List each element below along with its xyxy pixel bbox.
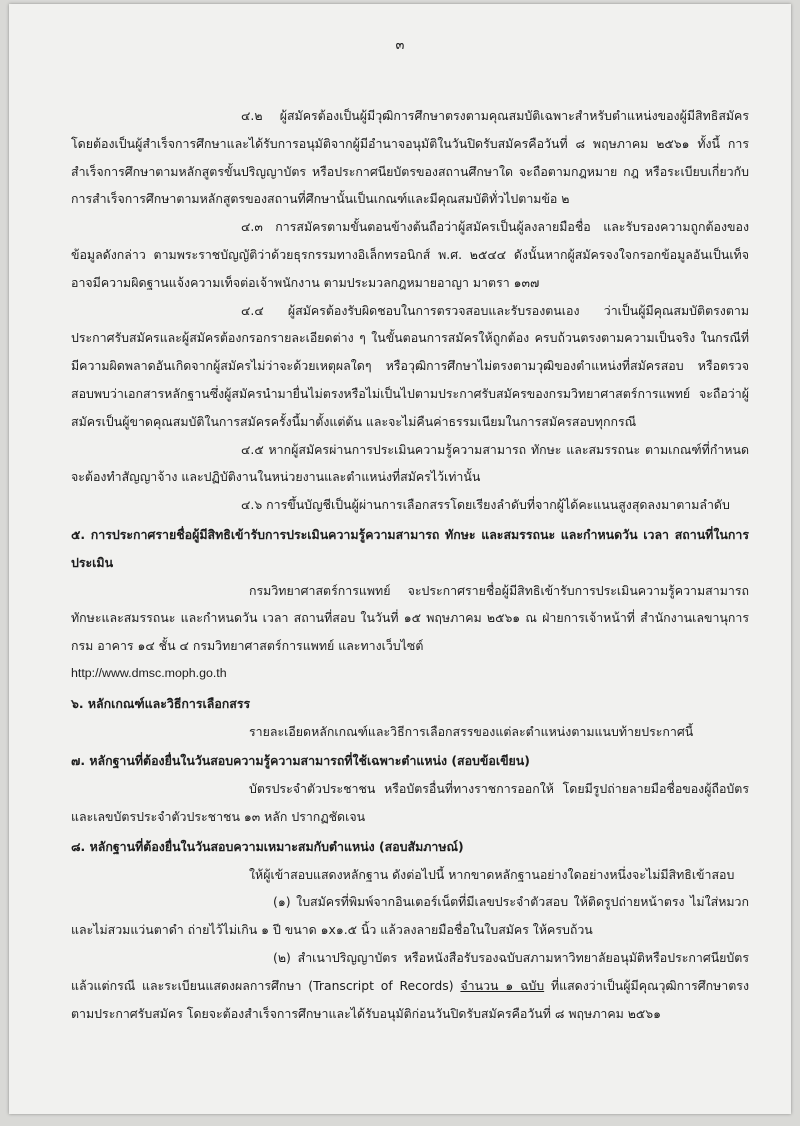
website-url: http://www.dmsc.moph.go.th bbox=[71, 665, 227, 680]
section-8-item-2 bbox=[71, 944, 749, 1027]
section-8-item-2-part-b: ที่แสดงว่าเป็นผู้มีคุณวุฒิการศึกษาตรงตามประกาศรับสมัคร โดยจะต้องสำเร็จการศึกษาและได้รับอนุมัติก่อนวันปิดรับสมัครคือวันที่ ๘ พฤษภาคม ๒๕๖๑ bbox=[71, 977, 749, 1021]
section-5-heading: ๕. การประกาศรายชื่อผู้มีสิทธิเข้ารับการประเมินความรู้ความสามารถ ทักษะ และสมรรถนะ และกำหนดวัน เวลา สถานที่ในการประเมิน bbox=[71, 526, 749, 570]
copies-count: จำนวน ๑ ฉบับ bbox=[460, 977, 545, 993]
section-6-heading: ๖. หลักเกณฑ์และวิธีการเลือกสรร bbox=[71, 695, 251, 711]
section-7-heading: ๗. หลักฐานที่ต้องยื่นในวันสอบความรู้ความสามารถที่ใช้เฉพาะตำแหน่ง (สอบข้อเขียน) bbox=[71, 753, 530, 769]
section-8-item-2-part-a: (๒) สำเนาปริญญาบัตร หรือหนังสือรับรองฉบับสภามหาวิทยาลัยอนุมัติหรือประกาศนียบัตร แล้วแต่กรณี และระเบียนแสดงผลการศึกษา (Transcript of Records) bbox=[71, 949, 749, 993]
document-body bbox=[71, 102, 749, 1027]
page-number: ๓ bbox=[395, 38, 405, 53]
clause-4-2: ๔.๒ ผู้สมัครต้องเป็นผู้มีวุฒิการศึกษาตรงตามคุณสมบัติเฉพาะสำหรับตำแหน่งของผู้มีสิทธิสมัคร โดยต้องเป็นผู้สำเร็จการศึกษาและได้รับการอนุมัติจากผู้มีอำนาจอนุมัติในวันปิดรับสมัครคือวันที่ ๘ พฤษภาคม ๒๕๖๑ ทั้งนี้ การสำเร็จการศึกษาตามหลักสูตรขั้นปริญญาบัตร หรือประกาศนียบัตรของสถานศึกษาใด จะถือตามกฎหมาย กฎ หรือระเบียบเกี่ยวกับการสำเร็จการศึกษาตามหลักสูตรของสถานที่ศึกษานั้นเป็นเกณฑ์และมีคุณสมบัติทั่วไปตามข้อ ๒ bbox=[71, 108, 749, 207]
clause-4-6: ๔.๖ การขึ้นบัญชีเป็นผู้ผ่านการเลือกสรรโดยเรียงลำดับที่จากผู้ได้คะแนนสูงสุดลงมาตามลำดับ bbox=[241, 497, 730, 513]
clause-4-5: ๔.๕ หากผู้สมัครผ่านการประเมินความรู้ความสามารถ ทักษะ และสมรรถนะ ตามเกณฑ์ที่กำหนดจะต้องทำสัญญาจ้าง และปฏิบัติงานในหน่วยงานและตำแหน่งที่สมัครไว้เท่านั้น bbox=[71, 441, 749, 485]
section-8-text: ให้ผู้เข้าสอบแสดงหลักฐาน ดังต่อไปนี้ หากขาดหลักฐานอย่างใดอย่างหนึ่งจะไม่มีสิทธิเข้าสอบ bbox=[249, 866, 735, 882]
section-8-item-1: (๑) ใบสมัครที่พิมพ์จากอินเตอร์เน็ตที่มีเลขประจำตัวสอบ ให้ติดรูปถ่ายหน้าตรง ไม่ใส่หมวกและไม่สวมแว่นตาดำ ถ่ายไว้ไม่เกิน ๑ ปี ขนาด ๑x๑.๕ นิ้ว แล้วลงลายมือชื่อในใบสมัคร ให้ครบถ้วน bbox=[71, 894, 749, 938]
clause-4-4: ๔.๔ ผู้สมัครต้องรับผิดชอบในการตรวจสอบและรับรองตนเอง ว่าเป็นผู้มีคุณสมบัติตรงตามประกาศรับสมัครและผู้สมัครต้องกรอกรายละเอียดต่าง ๆ ในขั้นตอนการสมัครให้ถูกต้อง ครบถ้วนตรงตามความเป็นจริง ในกรณีที่มีความผิดพลาดอันเกิดจากผู้สมัครไม่ว่าจะด้วยเหตุผลใดๆ หรือวุฒิการศึกษาไม่ตรงตามวุฒิของตำแหน่งที่สมัครสอบ หรือตรวจสอบพบว่าเอกสารหลักฐานซึ่งผู้สมัครนำมายื่นไม่ตรงหรือไม่เป็นไปตามประกาศรับสมัครของกรมวิทยาศาสตร์การแพทย์ จะถือว่าผู้สมัครเป็นผู้ขาดคุณสมบัติในการสมัครครั้งนี้มาตั้งแต่ต้น และจะไม่คืนค่าธรรมเนียมในการสมัครสอบทุกกรณี bbox=[71, 302, 749, 429]
section-8-heading: ๘. หลักฐานที่ต้องยื่นในวันสอบความเหมาะสมกับตำแหน่ง (สอบสัมภาษณ์) bbox=[71, 838, 464, 854]
section-7-text: บัตรประจำตัวประชาชน หรือบัตรอื่นที่ทางราชการออกให้ โดยมีรูปถ่ายลายมือชื่อของผู้ถือบัตรและเลขบัตรประจำตัวประชาชน ๑๓ หลัก ปรากฏชัดเจน bbox=[71, 781, 749, 824]
section-5-text: กรมวิทยาศาสตร์การแพทย์ จะประกาศรายชื่อผู้มีสิทธิเข้ารับการประเมินความรู้ความสามารถ ทักษะและสมรรถนะ และกำหนดวัน เวลา สถานที่สอบ ในวันที่ ๑๕ พฤษภาคม ๒๕๖๑ ณ ฝ่ายการเจ้าหน้าที่ สำนักงานเลขานุการกรม อาคาร ๑๔ ชั้น ๔ กรมวิทยาศาสตร์การแพทย์ และทางเว็บไซต์ bbox=[71, 582, 749, 654]
clause-4-3: ๔.๓ การสมัครตามขั้นตอนข้างต้นถือว่าผู้สมัครเป็นผู้ลงลายมือชื่อ และรับรองความถูกต้องของข้อมูลดังกล่าว ตามพระราชบัญญัติว่าด้วยธุรกรรมทางอิเล็กทรอนิกส์ พ.ศ. ๒๕๔๔ ดังนั้นหากผู้สมัครจงใจกรอกข้อมูลอันเป็นเท็จ อาจมีความผิดฐานแจ้งความเท็จต่อเจ้าพนักงาน ตามประมวลกฎหมายอาญา มาตรา ๑๓๗ bbox=[71, 219, 749, 290]
document-page bbox=[9, 4, 791, 1114]
section-6-text: รายละเอียดหลักเกณฑ์และวิธีการเลือกสรรของแต่ละตำแหน่งตามแนบท้ายประกาศนี้ bbox=[249, 723, 694, 739]
